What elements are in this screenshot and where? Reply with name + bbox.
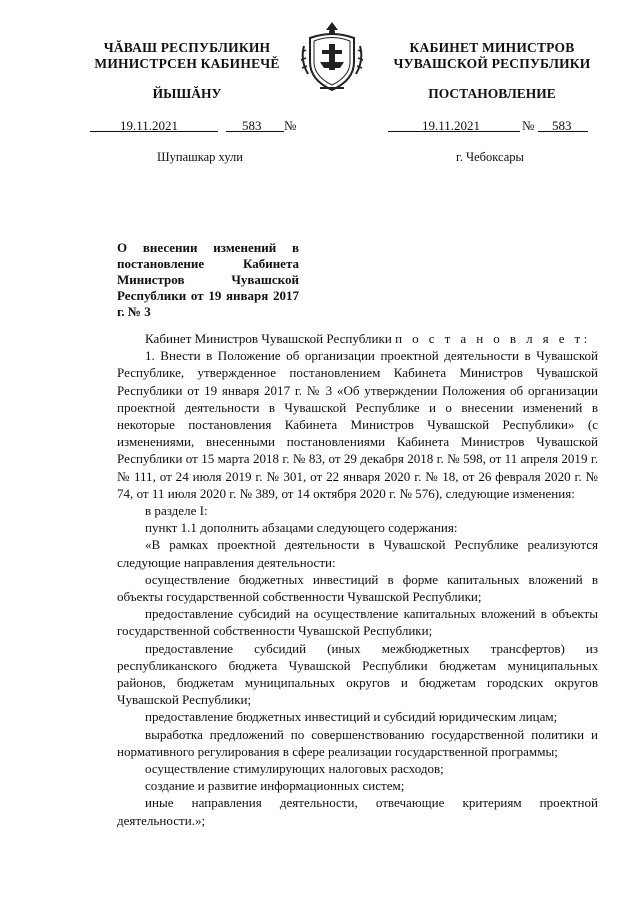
right-date: 19.11.2021 <box>422 118 481 133</box>
paragraph-6: предоставление субсидий на осуществление капитальных вложений в объекты государственной собственности Чувашской Республики; <box>117 606 598 639</box>
intro-subject: Кабинет Министров Чувашской Республики <box>145 331 392 346</box>
paragraph-3: пункт 1.1 дополнить абзацами следующего содержания: <box>145 520 458 536</box>
right-header <box>380 40 604 72</box>
chuvash-coat-of-arms-icon <box>300 20 364 94</box>
paragraph-5: осуществление бюджетных инвестиций в форме капитальных вложений в объекты государственной собственности Чувашской Республики; <box>117 571 598 605</box>
right-number: 583 <box>552 118 572 133</box>
right-header-line1: КАБИНЕТ МИНИСТРОВ <box>409 40 575 55</box>
paragraph-7: предоставление субсидий (иных межбюджетных трансфертов) из республиканского бюджета Чувашской Республики бюджетам муниципальных районов, бюджетам муниципальных округов и бюджетам городских округов Чувашской Республики; <box>117 640 598 708</box>
paragraph-1: 1. Внести в Положение об организации проектной деятельности в Чувашской Республике, утвержденное постановлением Кабинета Министров Чувашской Республики от 19 января 2017 г. № 3 «Об утверждении Положения об организации проектной деятельности в Чувашской Республике и о внесении изменений в некоторые постановления Кабинета Министров Чувашской Республики» (с изменениями, внесенными постановлениями Кабинета Министров Чувашской Республики от 15 марта 2018 г. № 83, от 29 декабря 2018 г. № 598, от 11 апреля 2019 г. № 111, от 24 июля 2019 г. № 301, от 22 января 2020 г. № 18, от 26 февраля 2020 г. № 74, от 11 июля 2020 г. № 389, от 14 октября 2020 г. № 576), следующие изменения: <box>117 348 598 501</box>
right-city: г. Чебоксары <box>456 150 524 164</box>
document-body <box>117 330 598 829</box>
left-date: 19.11.2021 <box>120 118 179 133</box>
paragraph-4: «В рамках проектной деятельности в Чувашской Республике реализуются следующие направления деятельности: <box>117 537 598 570</box>
left-number-sign: № <box>284 118 297 133</box>
right-header-line2: ЧУВАШСКОЙ РЕСПУБЛИКИ <box>393 56 591 71</box>
left-city: Шупашкар хули <box>157 150 243 164</box>
left-header-line2: МИНИСТРСЕН КАБИНЕЧĚ <box>94 56 280 71</box>
paragraph-10: осуществление стимулирующих налоговых расходов; <box>145 761 444 777</box>
paragraph-11: создание и развитие информационных систем; <box>145 778 405 794</box>
right-doc-type: ПОСТАНОВЛЕНИЕ <box>428 86 556 101</box>
left-header <box>80 40 294 72</box>
intro-verb: п о с т а н о в л я е т: <box>395 331 591 346</box>
document-title: О внесении изменений в постановление Кабинета Министров Чувашской Республики от 19 января 2017 г. № 3 <box>117 240 299 319</box>
paragraph-2: в разделе I: <box>145 503 208 519</box>
left-number: 583 <box>242 118 262 133</box>
left-doc-type: ЙЫШĂНУ <box>152 86 222 101</box>
paragraph-12: иные направления деятельности, отвечающие критериям проектной деятельности.»; <box>117 795 598 828</box>
body-intro <box>117 330 598 347</box>
left-header-line1: ЧĂВАШ РЕСПУБЛИКИН <box>103 40 271 55</box>
paragraph-8: предоставление бюджетных инвестиций и субсидий юридическим лицам; <box>145 709 558 725</box>
right-number-sign: № <box>522 118 535 133</box>
paragraph-9: выработка предложений по совершенствованию государственной политики и нормативного регулирования в сфере реализации государственной программы; <box>117 726 598 759</box>
